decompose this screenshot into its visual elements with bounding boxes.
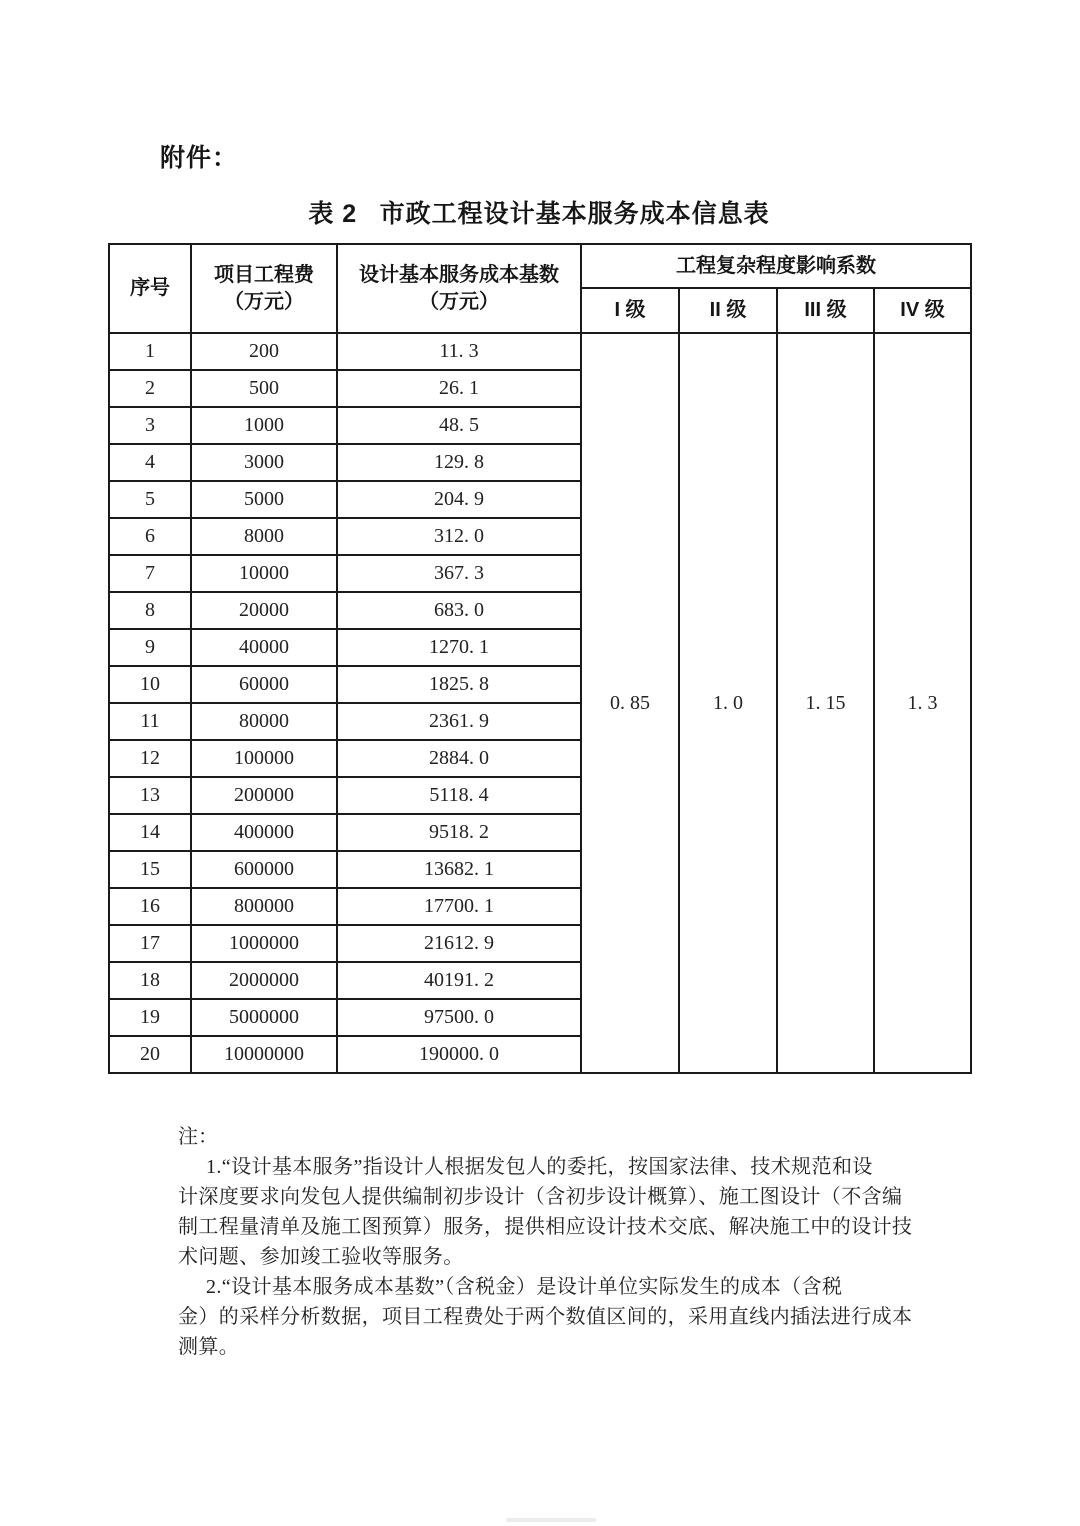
base-cell: 1825. 8	[337, 666, 581, 703]
base-cell: 2884. 0	[337, 740, 581, 777]
note-line: 测算。	[178, 1336, 240, 1358]
seq-cell: 15	[109, 851, 191, 888]
base-cell: 21612. 9	[337, 925, 581, 962]
base-cell: 97500. 0	[337, 999, 581, 1036]
seq-cell: 5	[109, 481, 191, 518]
fee-cell: 60000	[191, 666, 337, 703]
seq-cell: 3	[109, 407, 191, 444]
fee-cell: 3000	[191, 444, 337, 481]
base-cell: 190000. 0	[337, 1036, 581, 1073]
base-cell: 1270. 1	[337, 629, 581, 666]
fee-cell: 400000	[191, 814, 337, 851]
cost-table-body	[109, 333, 971, 1073]
fee-cell: 20000	[191, 592, 337, 629]
cost-table-header	[109, 244, 971, 333]
base-cell: 17700. 1	[337, 888, 581, 925]
seq-cell: 11	[109, 703, 191, 740]
seq-cell: 17	[109, 925, 191, 962]
base-cell: 11. 3	[337, 333, 581, 370]
header-level-4: IV 级	[874, 288, 971, 333]
note-line: 术问题、参加竣工验收等服务。	[178, 1246, 464, 1268]
seq-cell: 4	[109, 444, 191, 481]
fee-cell: 10000000	[191, 1036, 337, 1073]
fee-cell: 8000	[191, 518, 337, 555]
table-title-text: 市政工程设计基本服务成本信息表	[379, 200, 770, 228]
seq-cell: 8	[109, 592, 191, 629]
fee-cell: 600000	[191, 851, 337, 888]
fee-cell: 100000	[191, 740, 337, 777]
attachment-label: 附件：	[160, 144, 239, 172]
fee-cell: 5000000	[191, 999, 337, 1036]
header-level-1: I 级	[581, 288, 679, 333]
note-line: 2.“设计基本服务成本基数”（含税金）是设计单位实际发生的成本（含税	[206, 1276, 843, 1298]
fee-cell: 5000	[191, 481, 337, 518]
fee-cell: 40000	[191, 629, 337, 666]
base-cell: 204. 9	[337, 481, 581, 518]
cost-table	[108, 243, 972, 1074]
note-line: 制工程量清单及施工图预算）服务，提供相应设计技术交底、解决施工中的设计技	[178, 1216, 913, 1238]
header-base-line1: 设计基本服务成本基数	[359, 263, 559, 286]
base-cell: 129. 8	[337, 444, 581, 481]
fee-cell: 800000	[191, 888, 337, 925]
header-base-line2: （万元）	[419, 290, 499, 313]
base-cell: 2361. 9	[337, 703, 581, 740]
table-number: 表 2	[308, 200, 358, 228]
seq-cell: 12	[109, 740, 191, 777]
base-cell: 26. 1	[337, 370, 581, 407]
base-cell: 13682. 1	[337, 851, 581, 888]
base-cell: 312. 0	[337, 518, 581, 555]
scan-artifact	[506, 1518, 596, 1522]
header-level-2: II 级	[679, 288, 777, 333]
fee-cell: 1000000	[191, 925, 337, 962]
fee-cell: 10000	[191, 555, 337, 592]
seq-cell: 18	[109, 962, 191, 999]
base-cell: 9518. 2	[337, 814, 581, 851]
note-line: 1.“设计基本服务”指设计人根据发包人的委托，按国家法律、技术规范和设	[206, 1156, 873, 1178]
coefficient-cell: 1. 3	[874, 333, 971, 1073]
notes-section	[178, 1122, 926, 1362]
table-row	[109, 333, 971, 370]
base-cell: 5118. 4	[337, 777, 581, 814]
fee-cell: 1000	[191, 407, 337, 444]
fee-cell: 2000000	[191, 962, 337, 999]
note-line: 金）的采样分析数据，项目工程费处于两个数值区间的，采用直线内插法进行成本	[178, 1306, 913, 1328]
seq-cell: 19	[109, 999, 191, 1036]
notes-label: 注：	[178, 1126, 218, 1148]
fee-cell: 200	[191, 333, 337, 370]
coefficient-cell: 1. 0	[679, 333, 777, 1073]
coefficient-cell: 0. 85	[581, 333, 679, 1073]
base-cell: 367. 3	[337, 555, 581, 592]
fee-cell: 200000	[191, 777, 337, 814]
base-cell: 683. 0	[337, 592, 581, 629]
table-title	[108, 194, 970, 230]
seq-cell: 6	[109, 518, 191, 555]
seq-cell: 13	[109, 777, 191, 814]
header-fee	[191, 244, 337, 333]
seq-cell: 10	[109, 666, 191, 703]
seq-cell: 9	[109, 629, 191, 666]
coefficient-cell: 1. 15	[777, 333, 874, 1073]
fee-cell: 80000	[191, 703, 337, 740]
seq-cell: 20	[109, 1036, 191, 1073]
note-line: 计深度要求向发包人提供编制初步设计（含初步设计概算）、施工图设计（不含编	[178, 1186, 903, 1208]
fee-cell: 500	[191, 370, 337, 407]
seq-cell: 16	[109, 888, 191, 925]
base-cell: 40191. 2	[337, 962, 581, 999]
header-base	[337, 244, 581, 333]
seq-cell: 7	[109, 555, 191, 592]
header-seq: 序号	[109, 244, 191, 333]
header-fee-line2: （万元）	[224, 290, 304, 313]
seq-cell: 1	[109, 333, 191, 370]
seq-cell: 2	[109, 370, 191, 407]
header-level-3: III 级	[777, 288, 874, 333]
seq-cell: 14	[109, 814, 191, 851]
base-cell: 48. 5	[337, 407, 581, 444]
header-fee-line1: 项目工程费	[214, 263, 314, 286]
header-coefficient-group: 工程复杂程度影响系数	[581, 244, 971, 288]
header-row-top	[109, 244, 971, 288]
